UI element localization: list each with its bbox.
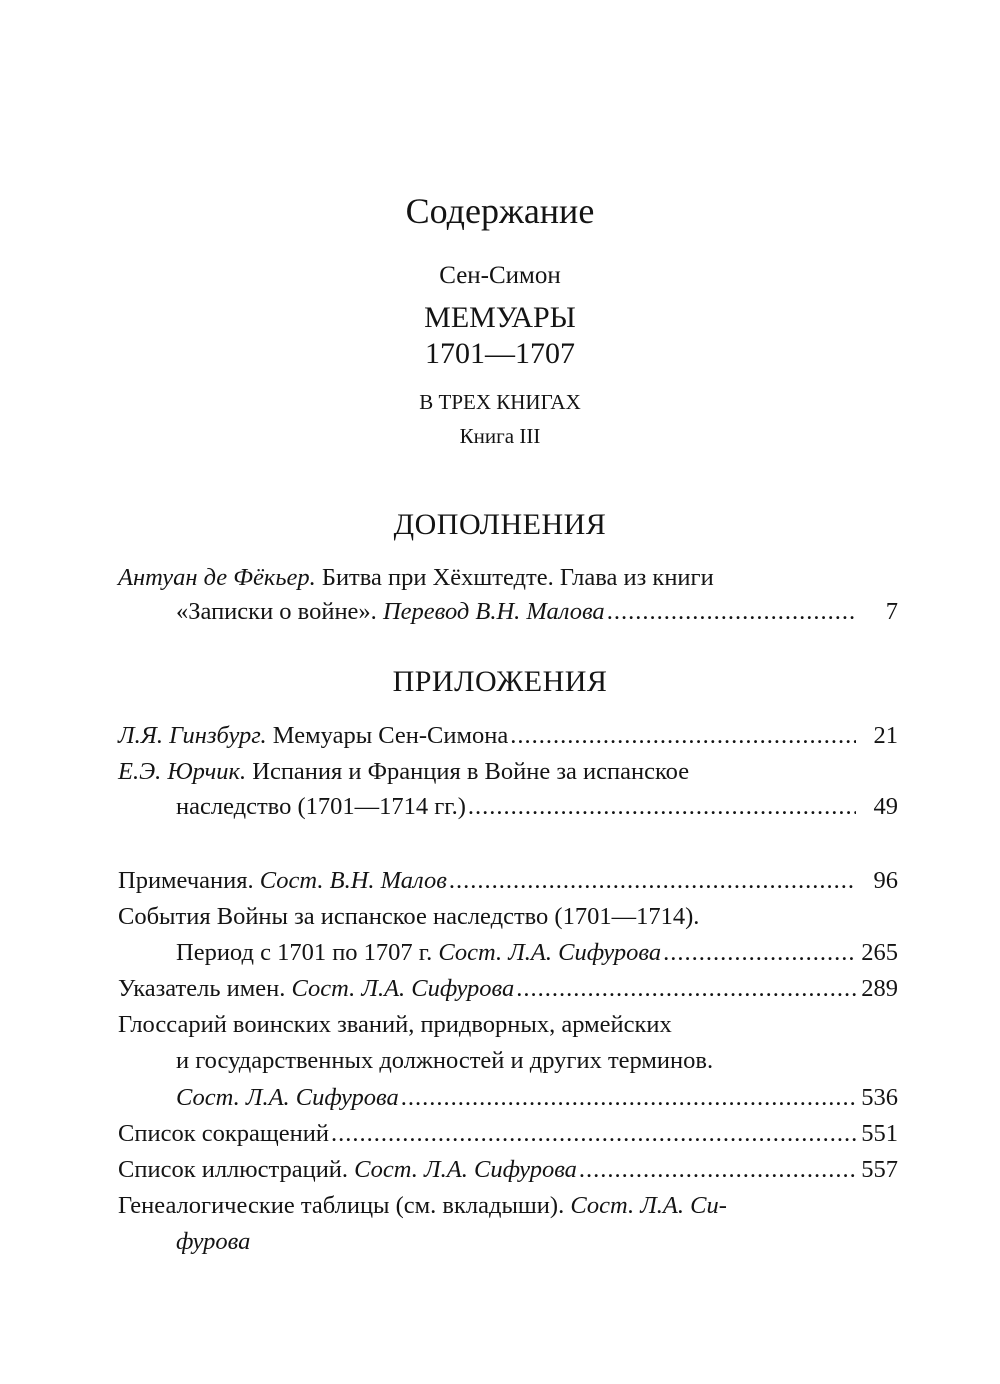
entry-title: События Войны за испанское наследство (1701—1714). [118,903,700,930]
entry-credit: Сост. Л.А. Сифурова [176,1084,399,1111]
toc-entry-3-line-1 [118,757,689,787]
entry-title: Битва при Хёхштедте. Глава из книги [315,564,714,591]
leader-dots [331,1119,856,1149]
entry-title-cont: и государственных должностей и других терминов. [176,1047,714,1074]
entry-title-cont: Период с 1701 по 1707 г. [176,939,439,966]
entry-title: Список иллюстраций. [118,1156,355,1183]
entry-page: 536 [861,1084,898,1111]
toc-entry-7-line-1 [118,1010,672,1040]
leader-dots [663,938,856,968]
entry-page: 265 [861,939,898,966]
toc-entry-3-line-2 [176,792,898,822]
entry-author: Е.Э. Юрчик. [118,758,247,785]
entry-author: Л.Я. Гинзбург. [118,722,267,749]
toc-entry-10-line-1 [118,1191,727,1221]
entry-title: Генеалогические таблицы (см. вкладыши). [118,1192,571,1219]
book-title-block [0,300,1000,372]
toc-entry-2 [118,721,898,751]
leader-dots [468,792,856,822]
leader-dots [607,597,856,627]
entry-title: Глоссарий воинских званий, придворных, армейских [118,1011,672,1038]
toc-entry-7-line-2 [176,1046,713,1076]
leader-dots [401,1083,856,1113]
page-title: Содержание [405,191,595,231]
entry-title-cont: наследство (1701—1714 гг.) [176,793,466,820]
section-heading-appendices: ПРИЛОЖЕНИЯ [392,665,608,698]
part-label: Книга III [459,424,541,448]
toc-entry-5-line-1 [118,902,699,932]
entry-credit: Сост. Л.А. Си- [570,1192,727,1219]
entry-page: 551 [861,1120,898,1147]
leader-dots [579,1155,856,1185]
toc-entry-6 [118,974,898,1004]
entry-title: Список сокращений [118,1120,329,1147]
section-heading-supplements: ДОПОЛНЕНИЯ [393,508,607,541]
toc-entry-5-line-2 [176,938,898,968]
entry-author: Антуан де Фёкьер. [118,564,316,591]
entry-credit: Сост. Л.А. Сифурова [291,975,515,1002]
entry-credit: Сост. В.Н. Малов [259,867,447,894]
entry-page: 7 [885,598,898,625]
volumes-note: В ТРЕХ КНИГАХ [419,390,581,414]
entry-page: 21 [873,722,898,749]
leader-dots [510,721,856,751]
book-years: 1701—1707 [425,337,575,370]
toc-entry-1-line-2 [176,597,898,627]
entry-page: 96 [873,867,898,894]
author-name: Сен-Симон [439,262,561,289]
entry-credit: Сост. Л.А. Сифурова [438,939,662,966]
entry-title: Указатель имен. [118,975,292,1002]
toc-entry-9 [118,1155,898,1185]
entry-page: 49 [873,793,898,820]
entry-credit: Перевод В.Н. Малова [376,598,605,625]
entry-title: Мемуары Сен-Симона [266,722,509,749]
entry-title: Испания и Франция в Войне за испанское [246,758,690,785]
leader-dots [449,866,856,896]
toc-entry-1-line-1 [118,563,714,593]
toc-entry-10-line-2 [176,1227,250,1257]
toc-entry-7-line-3 [176,1083,898,1113]
toc-entry-4 [118,866,898,896]
entry-page: 289 [861,975,898,1002]
entry-title-cont: «Записки о войне». [176,598,377,625]
book-title: МЕМУАРЫ [424,301,576,334]
toc-entry-8 [118,1119,898,1149]
entry-credit-cont: фурова [176,1228,251,1255]
entry-credit: Сост. Л.А. Сифурова [354,1156,577,1183]
entry-title: Примечания. [118,867,260,894]
entry-page: 557 [861,1156,898,1183]
leader-dots [516,974,856,1004]
